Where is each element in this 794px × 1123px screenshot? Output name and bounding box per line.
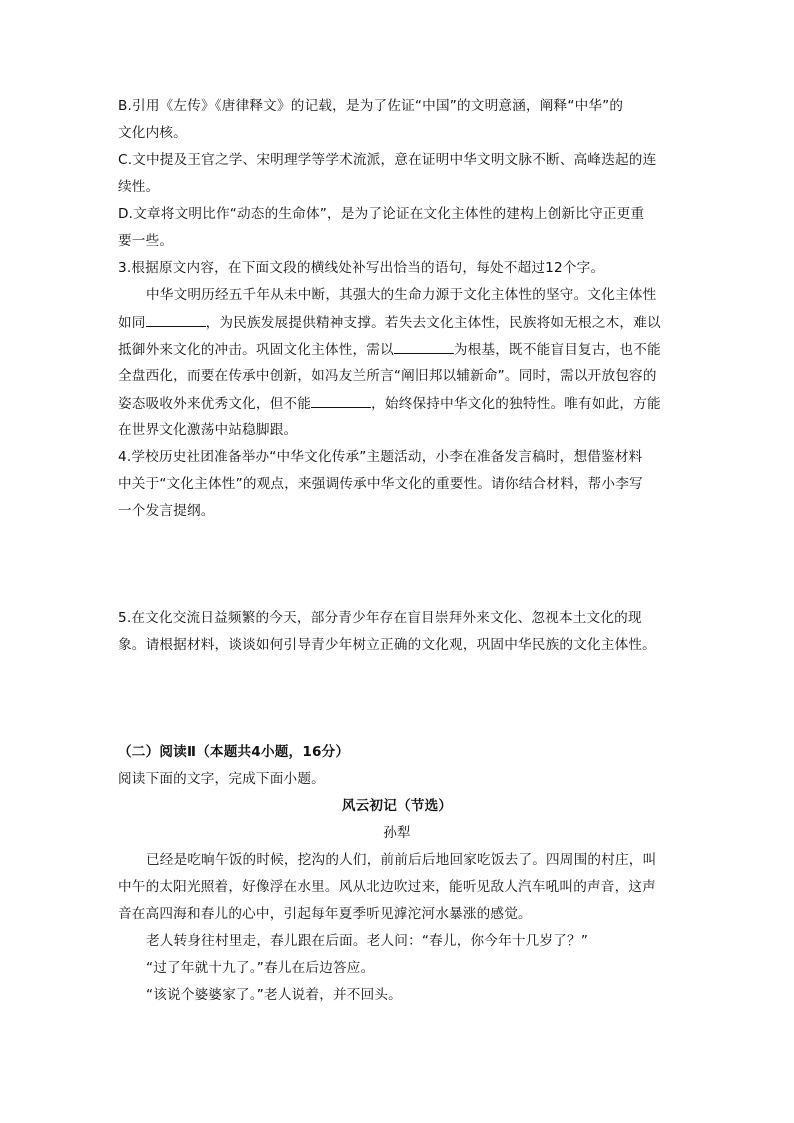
passage-text: 为根基，既不能盲目复古，也不能: [453, 342, 661, 358]
reading-instruction: 阅读下面的文字，完成下面小题。: [118, 771, 325, 787]
passage-text: 如同: [118, 315, 146, 331]
article-author: 孙犁: [383, 825, 411, 841]
question-4-line-3: 一个发言提纲。: [118, 503, 215, 519]
question-5-line-1: 5.在文化交流日益频繁的今天，部分青少年存在盲目崇拜外来文化、忽视本土文化的现: [118, 610, 642, 626]
option-c-line-2: 续性。: [118, 179, 160, 195]
article-dialogue-1: “过了年就十九了。”春儿在后边答应。: [146, 960, 375, 976]
fill-blank-3[interactable]: [311, 393, 371, 408]
fill-blank-2[interactable]: [394, 339, 454, 354]
article-paragraph-2: 老人转身往村里走，春儿跟在后面。老人问：“春儿，你今年十几岁了？”: [146, 933, 589, 949]
question-4-line-1: 4.学校历史社团准备举办“中华文化传承”主题活动，小李在准备发言稿时，想借鉴材料: [118, 449, 643, 465]
question-4-line-2: 中关于“文化主体性”的观点，来强调传承中华文化的重要性。请你结合材料，帮小李写: [118, 476, 643, 492]
passage-text: ，始终保持中华文化的独特性。唯有如此，方能: [371, 396, 661, 412]
option-d-line-2: 要一些。: [118, 233, 174, 249]
article-title: 风云初记（节选）: [341, 798, 453, 814]
article-paragraph-1-line-2: 中午的太阳光照着，好像浮在水里。风从北边吹过来，能听见敌人汽车吼叫的声音，这声: [118, 879, 656, 895]
article-dialogue-2: “该说个婆婆家了。”老人说着，并不回头。: [146, 987, 402, 1003]
option-b-line-1: B.引用《左传》《唐律释文》的记载，是为了佐证“中国”的文明意涵，阐释“中华”的: [118, 98, 624, 114]
passage-line-1: 中华文明历经五千年从未中断，其强大的生命力源于文化主体性的坚守。文化主体性: [146, 287, 657, 303]
section-heading: （二）阅读Ⅱ（本题共4小题，16分）: [118, 744, 350, 760]
passage-text: ，为民族发展提供精神支撑。若失去文化主体性，民族将如无根之木，难以: [205, 315, 661, 331]
passage-text: 抵御外来文化的冲击。巩固文化主体性，需以: [118, 342, 394, 358]
passage-line-3: [118, 339, 661, 360]
option-b-line-2: 文化内核。: [118, 125, 187, 141]
article-paragraph-1-line-1: 已经是吃晌午饭的时候，挖沟的人们，前前后后地回家吃饭去了。四周围的村庄，叫: [146, 852, 657, 868]
fill-blank-1[interactable]: [146, 312, 206, 327]
question-5-line-2: 象。请根据材料，谈谈如何引导青少年树立正确的文化观，巩固中华民族的文化主体性。: [118, 637, 656, 653]
passage-line-5: [118, 393, 661, 414]
question-3-prompt: 3.根据原文内容，在下面文段的横线处补写出恰当的语句，每处不超过12个字。: [118, 260, 605, 276]
option-d-line-1: D.文章将文明比作“动态的生命体”，是为了论证在文化主体性的建构上创新比守正更重: [118, 206, 645, 222]
passage-line-2: [118, 312, 661, 333]
passage-line-6: 在世界文化激荡中站稳脚跟。: [118, 422, 298, 438]
article-paragraph-1-line-3: 音在高四海和春儿的心中，引起每年夏季听见滹沱河水暴涨的感觉。: [118, 906, 532, 922]
passage-text: 姿态吸收外来优秀文化，但不能: [118, 396, 312, 412]
passage-line-4: 全盘西化，而要在传承中创新，如冯友兰所言“阐旧邦以辅新命”。同时，需以开放包容的: [118, 368, 657, 384]
option-c-line-1: C.文中提及王官之学、宋明理学等学术流派，意在证明中华文明文脉不断、高峰迭起的连: [118, 152, 657, 168]
